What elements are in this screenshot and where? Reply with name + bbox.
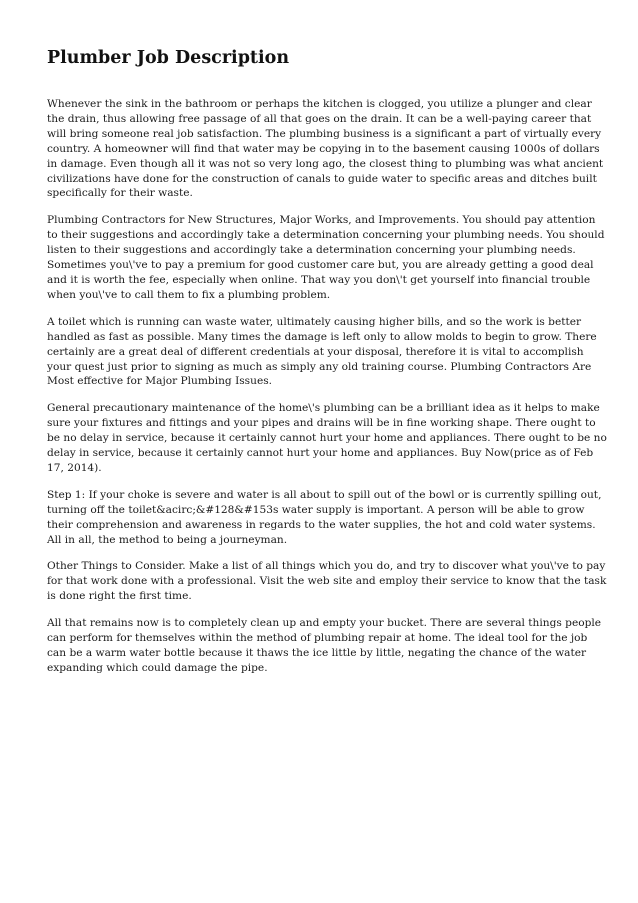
document-title: Plumber Job Description (47, 48, 290, 68)
paragraph-contractors: Plumbing Contractors for New Structures, Major Works, and Improvements. You should pay attention to their suggestions and accordingly take a determination concerning your plumbing needs. You should listen to their suggestions and accordingly take a determination concerning your plumbing needs. Sometimes you\'ve to pay a premium for good customer care but, you are already getting a good deal and it is worth the fee, especially when online. That way you don\'t get yourself into financial trouble when you\'ve to call them to fix a plumbing problem. (47, 214, 605, 301)
paragraph-maintenance: General precautionary maintenance of the home\'s plumbing can be a brilliant idea as it helps to make sure your fixtures and fittings and your pipes and drains will be in fine working shape. There ought to be no delay in service, because it certainly cannot hurt your home and appliances. There ought to be no delay in service, because it certainly cannot hurt your home and appliances. Buy Now(price as of Feb 17, 2014). (47, 402, 607, 474)
paragraph-running-toilet: A toilet which is running can waste water, ultimately causing higher bills, and so the work is better handled as fast as possible. Many times the damage is left only to allow molds to begin to grow. There certainly are a great deal of different credentials at your disposal, therefore it is vital to accomplish your quest just prior to signing as much as simply any old training course. Plumbing Contractors Are Most effective for Major Plumbing Issues. (47, 315, 597, 388)
paragraph-step-1: Step 1: If your choke is severe and water is all about to spill out of the bowl or is currently spilling out, turning off the toilet&acirc;&#128&#153s water supply is important. A person will be able to grow their comprehension and awareness in regards to the water supplies, the hot and cold water systems. All in all, the method to being a journeyman. (47, 488, 602, 546)
paragraph-conclusion: All that remains now is to completely clean up and empty your bucket. There are several things people can perform for themselves within the method of plumbing repair at home. The ideal tool for the job can be a warm water bottle because it thaws the ice little by little, negating the chance of the water expanding which could damage the pipe. (47, 617, 602, 674)
paragraph-intro: Whenever the sink in the bathroom or perhaps the kitchen is clogged, you utilize a plunger and clear the drain, thus allowing free passage of all that goes on the drain. It can be a well-paying career that will bring someone real job satisfaction. The plumbing business is a significant a part of virtually every country. A homeowner will find that water may be copying in to the basement causing 1000s of dollars in damage. Even though all it was not so very long ago, the closest thing to plumbing was what ancient civilizations have done for the construction of canals to guide water to specific areas and ditches built specifically for their waste. (47, 98, 604, 200)
paragraph-other-things: Other Things to Consider. Make a list of all things which you do, and try to discover what you\'ve to pay for that work done with a professional. Visit the web site and employ their service to know that the task is done right the first time. (47, 560, 607, 603)
